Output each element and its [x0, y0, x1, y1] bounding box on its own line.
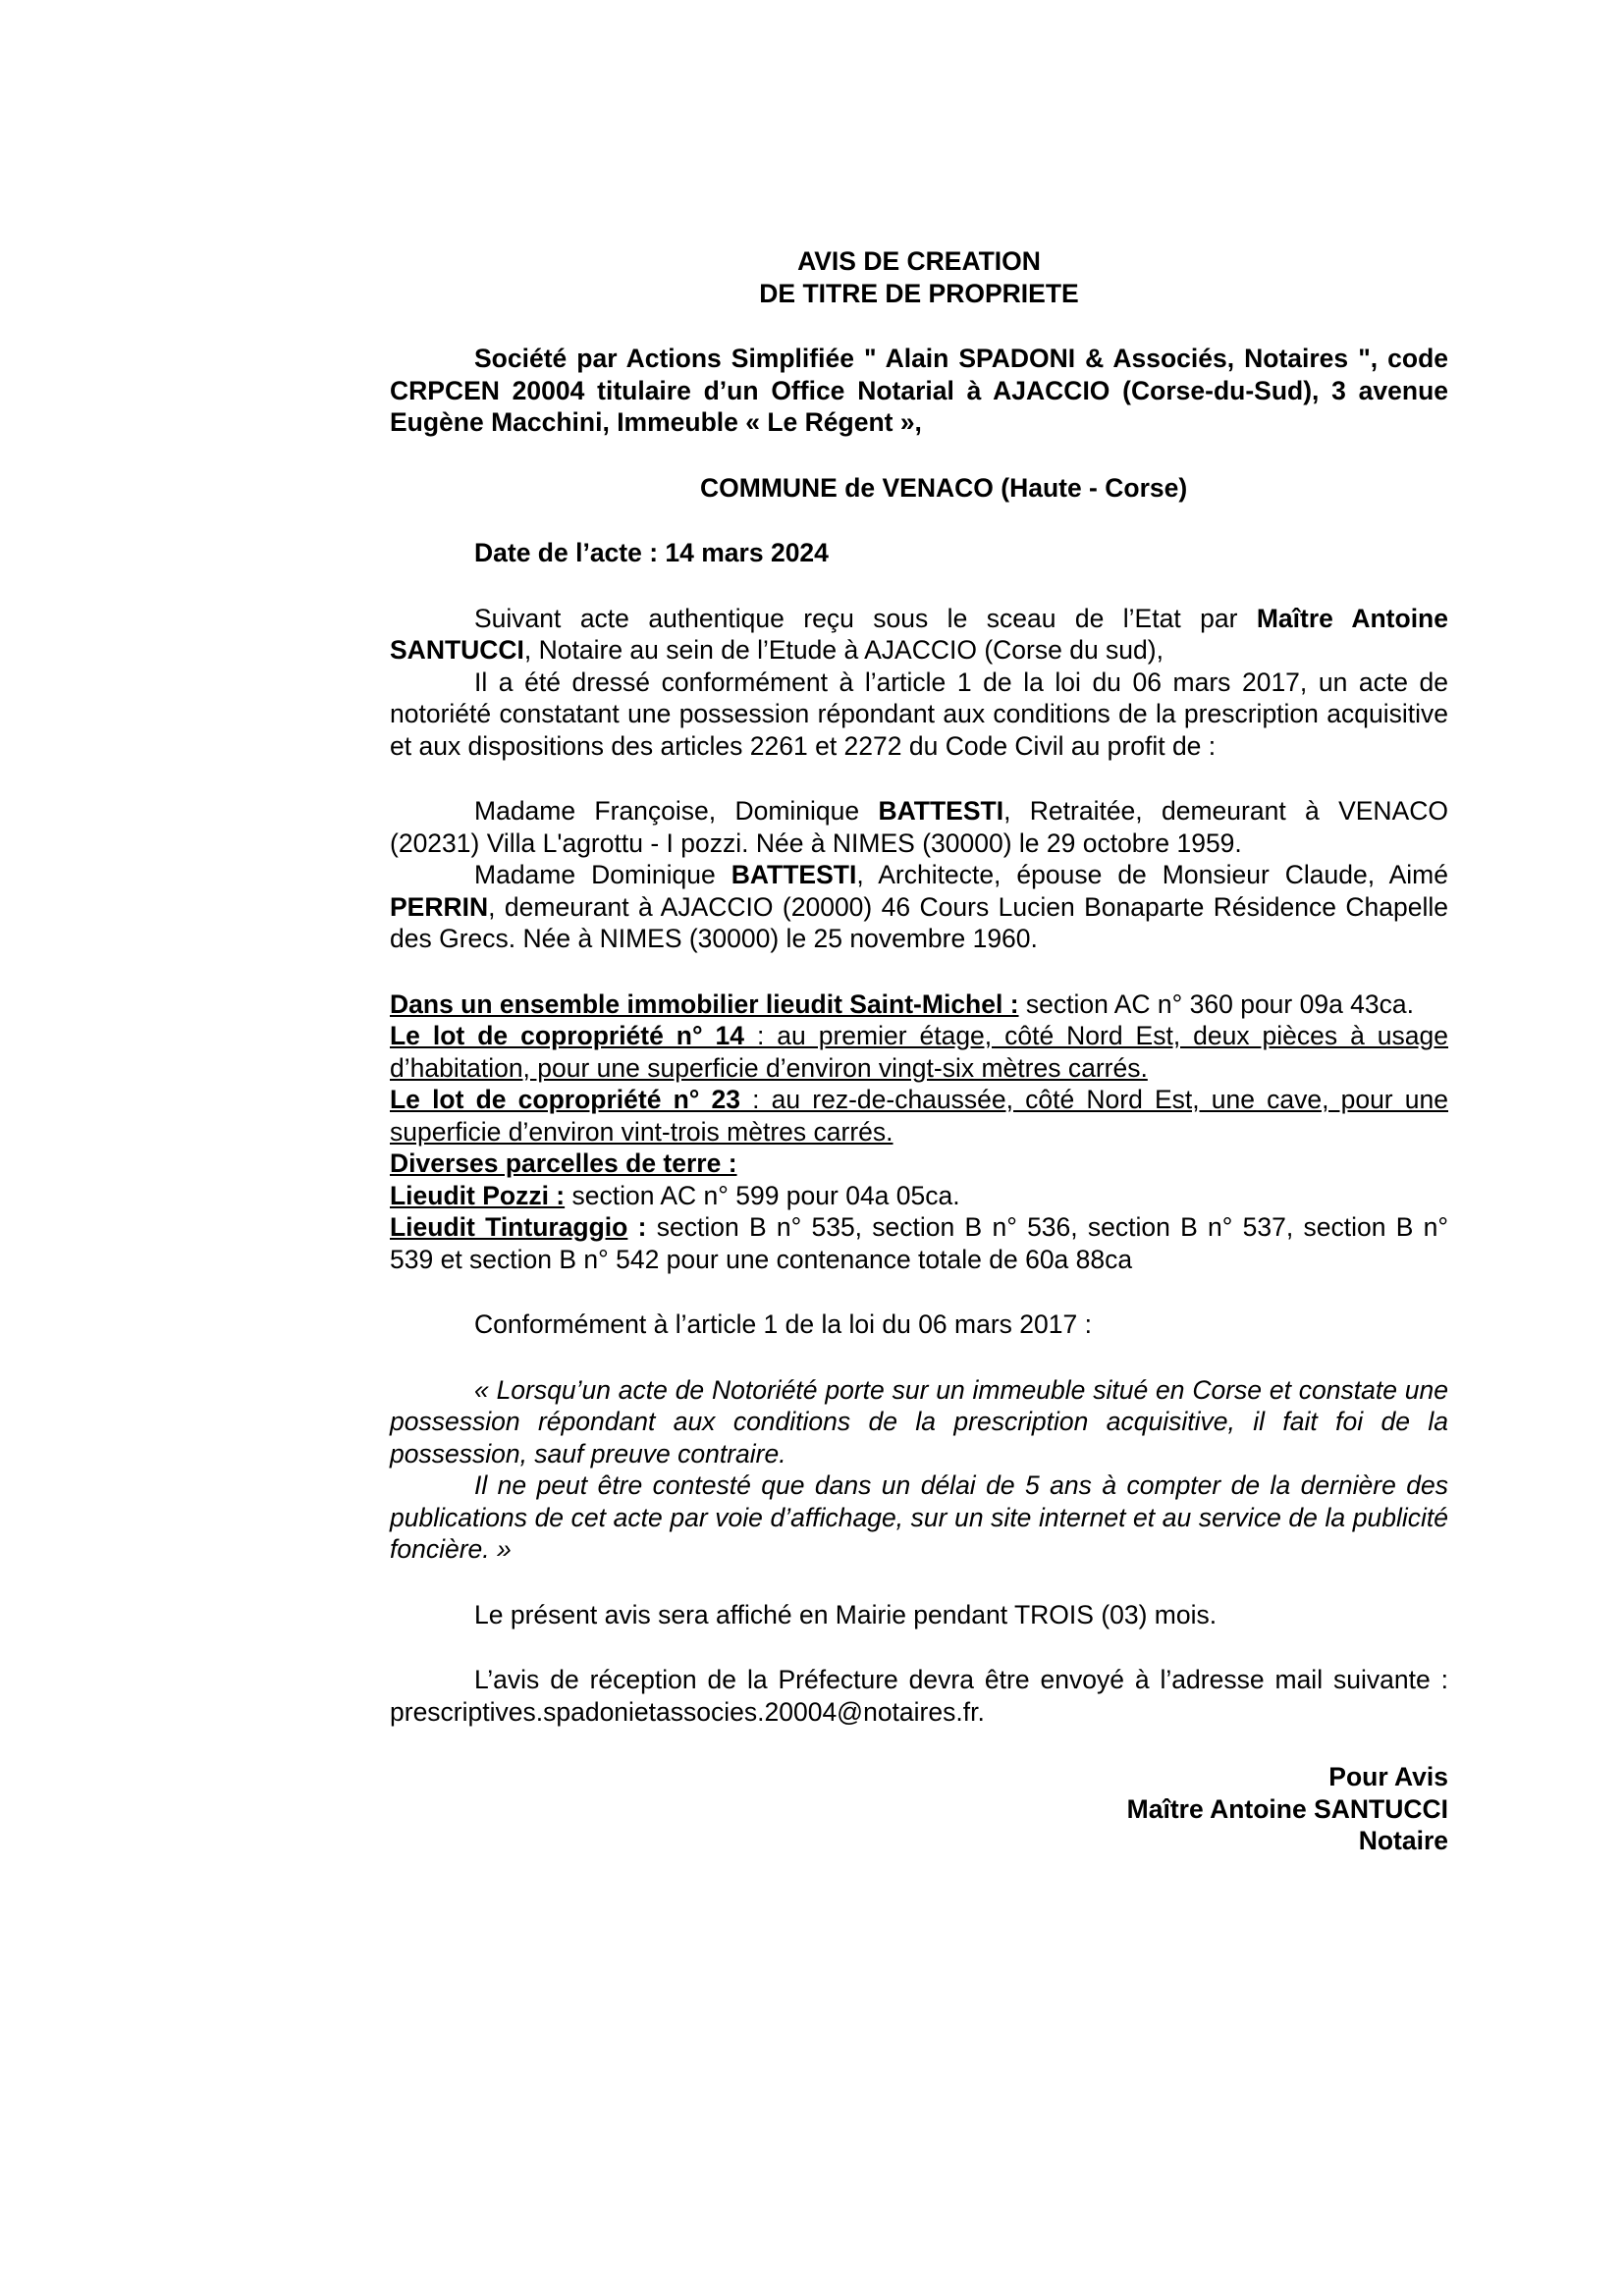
beneficiaire-2-e: , demeurant à AJACCIO (20000) 46 Cours Lucien Bonaparte Résidence Chapelle des Grecs. Née à NIMES (30000) le 25 novembre 1960. — [390, 891, 1448, 953]
citation-paragraph-1: « Lorsqu’un acte de Notoriété porte sur un immeuble situé en Corse et constate une possession répondant aux conditions de la prescription acquisitive, il fait foi de la possession, sauf preuve contraire. — [390, 1374, 1448, 1468]
beneficiaire-2-a: Madame Dominique — [474, 860, 731, 889]
loi-intro: Conformément à l’article 1 de la loi du 06 mars 2017 : — [474, 1309, 1092, 1339]
affichage-paragraph: Le présent avis sera affiché en Mairie pendant TROIS (03) mois. — [474, 1599, 1218, 1629]
title-line-2: DE TITRE DE PROPRIETE — [759, 278, 1079, 308]
signature-line-1: Pour Avis — [1328, 1762, 1448, 1791]
lieudit-pozzi — [390, 1180, 1448, 1212]
lieudit-tinturaggio — [390, 1211, 1448, 1275]
acte-paragraph-1 — [390, 603, 1448, 667]
reception-paragraph: L’avis de réception de la Préfecture devra être envoyé à l’adresse mail suivante : prescriptives.spadonietassocies.20004@notaires.fr. — [390, 1665, 1448, 1727]
date-acte: Date de l’acte : 14 mars 2024 — [474, 538, 829, 567]
notaire-name: Maître Antoine SANTUCCI — [390, 603, 1448, 665]
tintu-text: section B n° 535, section B n° 536, section B n° 537, section B n° 539 et section B n° 542 pour une contenance totale de 60a 88ca — [390, 1212, 1448, 1274]
beneficiaire-2 — [390, 859, 1448, 955]
parcelles-label: Diverses parcelles de terre : — [390, 1148, 737, 1178]
societe-paragraph — [390, 343, 1448, 439]
beneficiaire-2-name: BATTESTI — [731, 860, 857, 889]
lot-14 — [390, 1020, 1448, 1084]
biens-ensemble — [390, 988, 1448, 1021]
acte-text-c: , Notaire au sein de l’Etude à AJACCIO (Corse du sud), — [523, 635, 1164, 665]
lot-23 — [390, 1084, 1448, 1148]
acte-paragraph-2: Il a été dressé conformément à l’article 1 de la loi du 06 mars 2017, un acte de notoriété constatant une possession répondant aux conditions de la prescription acquisitive et aux dispositions des articles 2261 et 2272 du Code Civil au profit de : — [390, 667, 1448, 761]
beneficiaire-1 — [390, 795, 1448, 859]
beneficiaire-1-name: BATTESTI — [878, 796, 1004, 826]
beneficiaire-2-c: , Architecte, épouse de Monsieur Claude, Aimé — [856, 860, 1448, 889]
lot23-text: : au rez-de-chaussée, côté Nord Est, une cave, pour une superficie d’environ vint-trois mètres carrés. — [390, 1085, 1448, 1147]
tintu-colon: : — [627, 1212, 647, 1242]
title-line-1: AVIS DE CREATION — [797, 246, 1041, 276]
ensemble-text: section AC n° 360 pour 09a 43ca. — [1018, 988, 1415, 1019]
societe-text: Société par Actions Simplifiée " Alain SPADONI & Associés, Notaires ", code CRPCEN 20004 titulaire d’un Office Notarial à AJACCIO (Corse-du-Sud), 3 avenue Eugène Macchini, Immeuble « Le Régent », — [390, 344, 1448, 437]
pozzi-label: Lieudit Pozzi : — [390, 1180, 566, 1210]
signature-block — [390, 1761, 1448, 1857]
beneficiaire-1-c: , Retraitée, demeurant à VENACO (20231) Villa L'agrottu - I pozzi. Née à NIMES (30000) le 29 octobre 1959. — [390, 796, 1448, 858]
conjoint-name: PERRIN — [390, 891, 489, 922]
pozzi-text: section AC n° 599 pour 04a 05ca. — [565, 1180, 960, 1210]
commune-heading: COMMUNE de VENACO (Haute - Corse) — [700, 472, 1188, 503]
lot23-label: Le lot de copropriété n° 23 — [390, 1085, 740, 1114]
document-page — [390, 245, 1448, 1857]
parcelles-heading — [390, 1148, 1448, 1180]
acte-text-a: Suivant acte authentique reçu sous le sceau de l’Etat par — [474, 603, 1257, 633]
citation-paragraph-2: Il ne peut être contesté que dans un délai de 5 ans à compter de la dernière des publications de cet acte par voie d’affichage, sur un site internet et au service de la publicité foncière. » — [390, 1470, 1448, 1564]
signature-line-2: Maître Antoine SANTUCCI — [1126, 1793, 1448, 1824]
lot14-text: : au premier étage, côté Nord Est, deux pièces à usage d’habitation, pour une superficie d’environ vingt-six mètres carrés. — [390, 1021, 1448, 1083]
beneficiaire-1-a: Madame Françoise, Dominique — [474, 796, 879, 826]
ensemble-label: Dans un ensemble immobilier lieudit Saint-Michel : — [390, 988, 1019, 1019]
signature-line-3: Notaire — [1358, 1826, 1448, 1855]
lot14-label: Le lot de copropriété n° 14 — [390, 1021, 745, 1050]
tintu-label: Lieudit Tinturaggio — [390, 1212, 628, 1242]
